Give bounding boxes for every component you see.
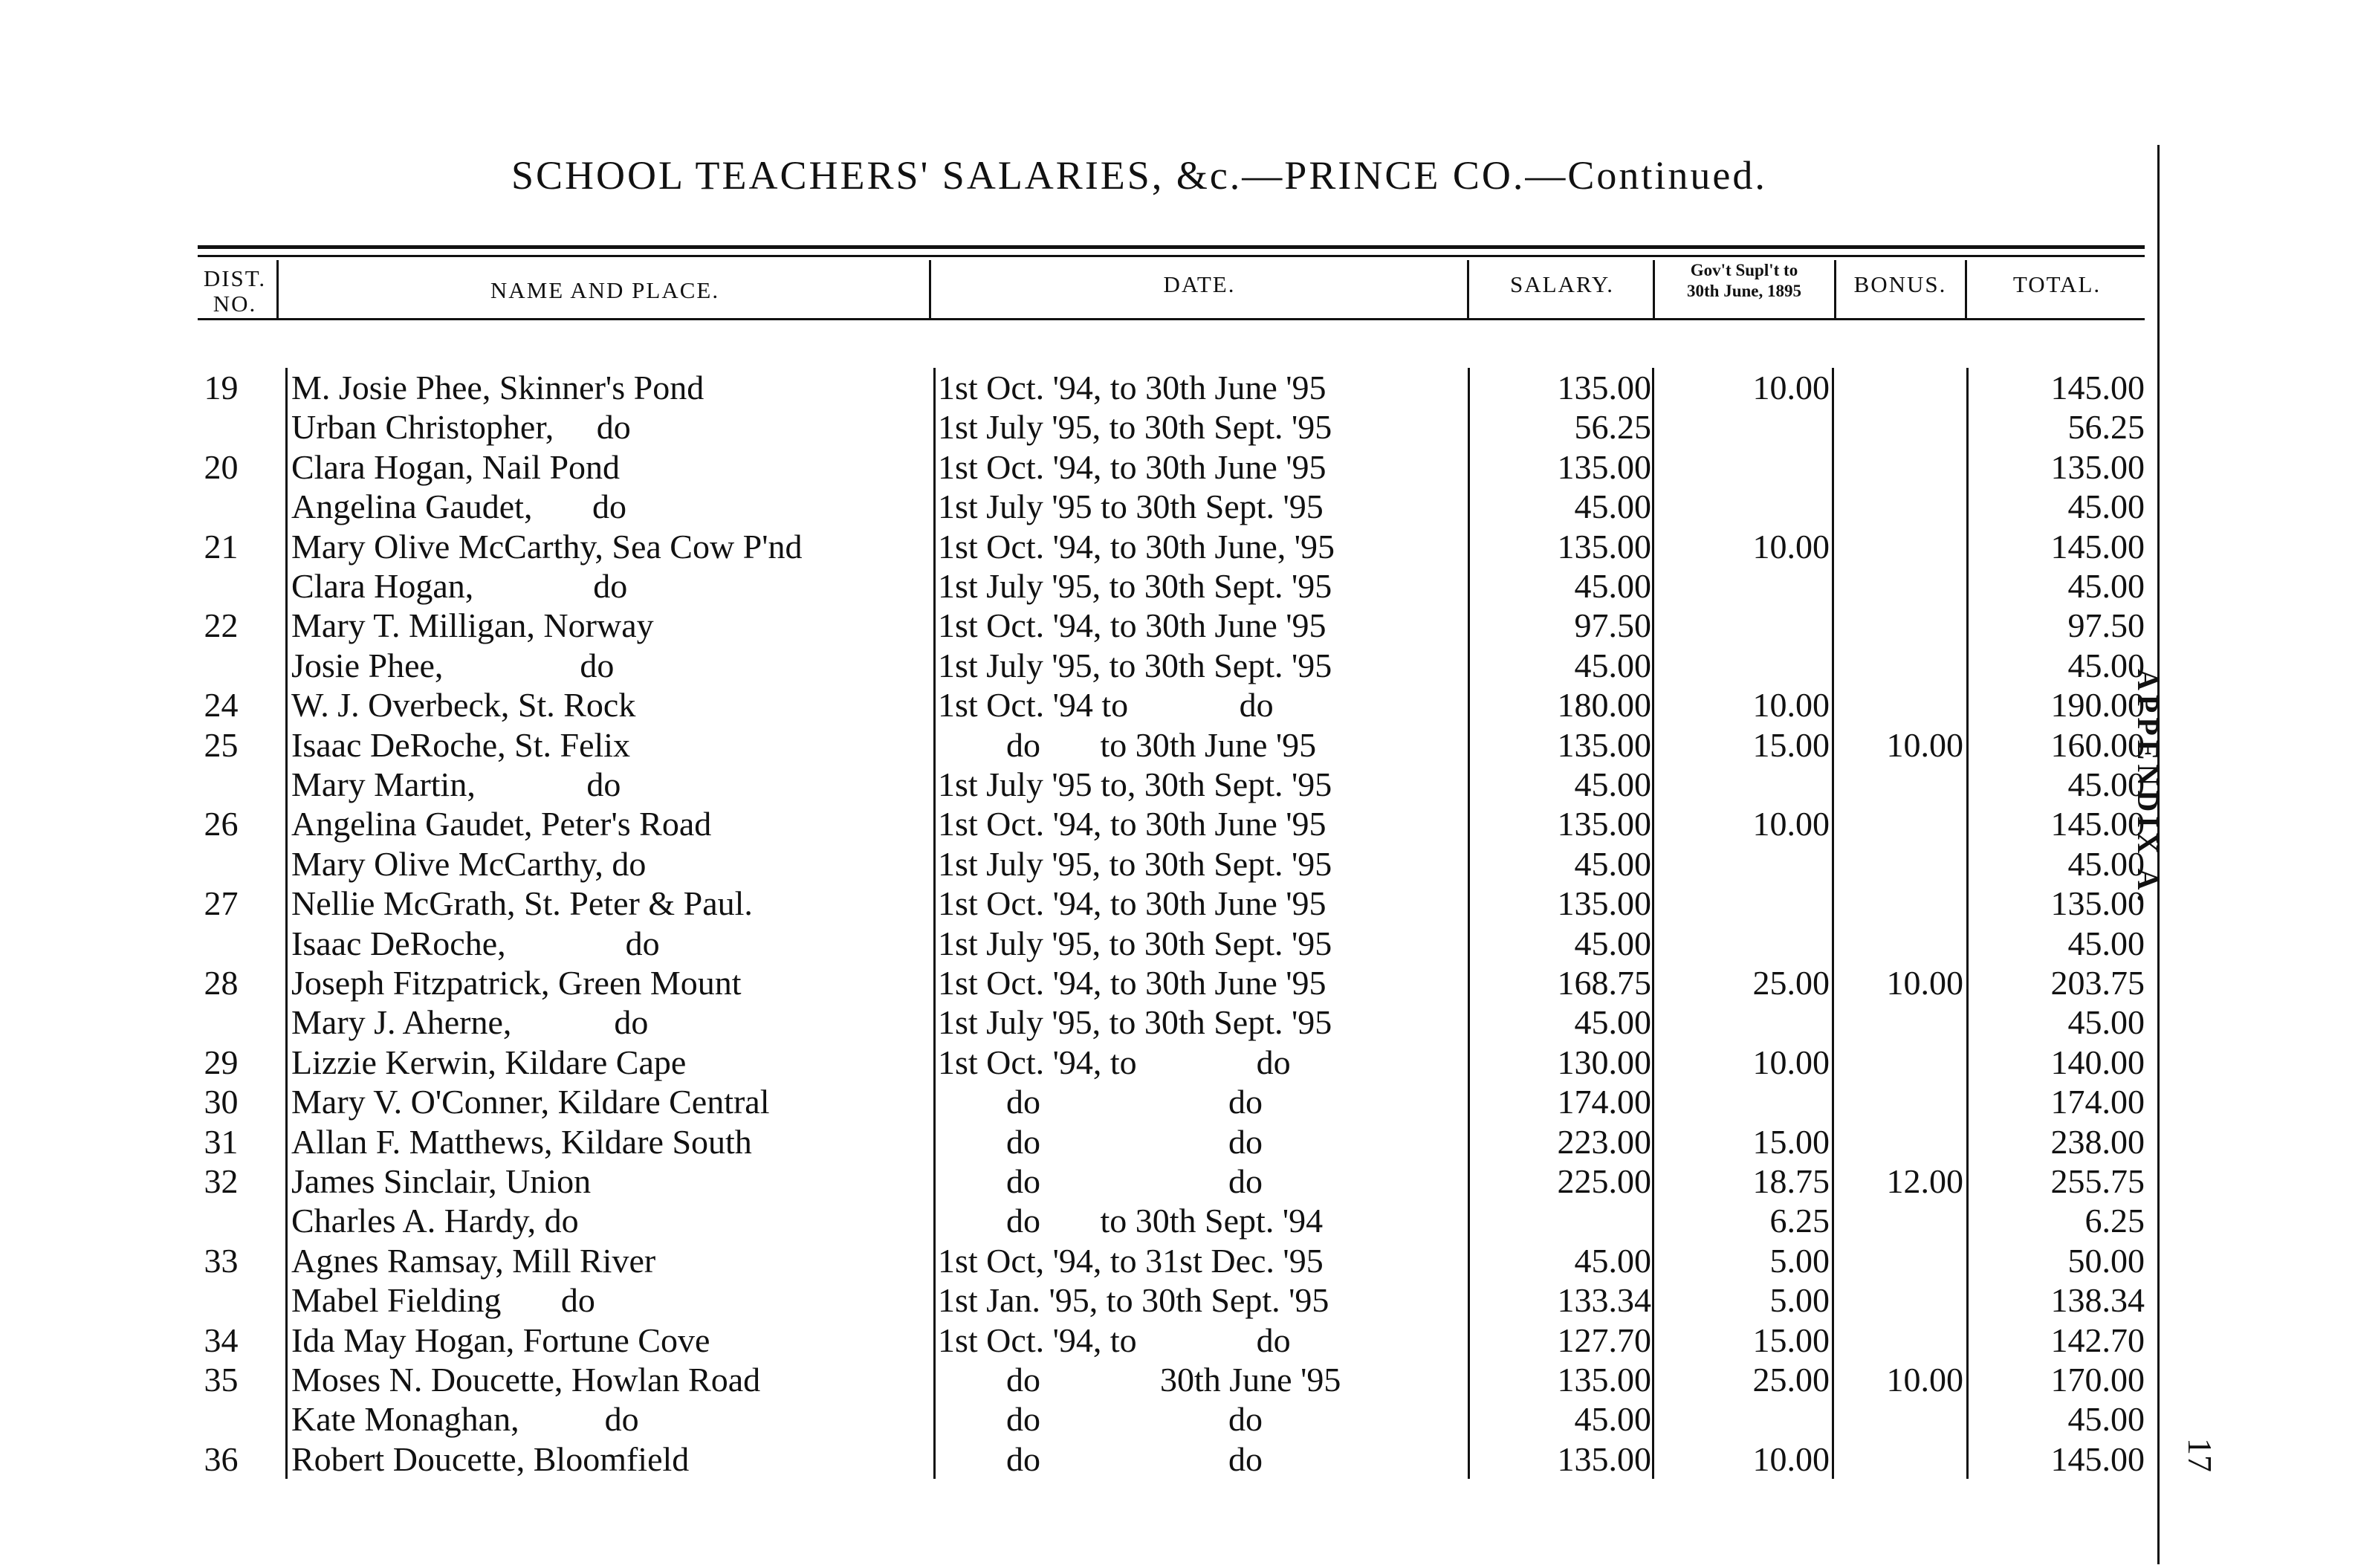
gov-supplement-amount: 10.00 [1752, 527, 1830, 566]
dist-number: 28 [204, 964, 239, 1002]
gov-supplement-amount [1659, 646, 1830, 685]
teacher-name-place: Mary Olive McCarthy, Sea Cow P'nd [291, 527, 803, 566]
gov-supplement-amount [1659, 765, 1830, 804]
bonus-amount [1836, 407, 1963, 447]
header-dist-line1: DIST. [203, 265, 267, 291]
salary-amount: 45.00 [1574, 567, 1651, 605]
teacher-name-place: Isaac DeRoche, do [291, 924, 660, 962]
bonus-amount [1836, 1082, 1963, 1121]
teacher-name-place: Mary Olive McCarthy, do [291, 844, 647, 883]
teacher-name-place: Angelina Gaudet, Peter's Road [291, 805, 712, 843]
teacher-name-place: Joseph Fitzpatrick, Green Mount [291, 964, 742, 1002]
bonus-amount [1836, 1439, 1963, 1479]
bonus-amount: 10.00 [1886, 964, 1963, 1002]
gov-supplement-amount: 25.00 [1752, 964, 1830, 1002]
date-range: 1st Oct. '94, to 30th June '95 [938, 884, 1326, 923]
gov-supplement-amount: 10.00 [1752, 1043, 1830, 1081]
total-amount: 138.34 [2050, 1281, 2145, 1320]
total-amount: 145.00 [2050, 805, 2145, 843]
page-number: 17 [2181, 1438, 2219, 1472]
bonus-amount [1836, 1280, 1963, 1320]
salary-amount: 127.70 [1557, 1321, 1651, 1359]
teacher-name-place: W. J. Overbeck, St. Rock [291, 686, 636, 725]
gov-supplement-amount: 6.25 [1769, 1202, 1830, 1240]
appendix-label: APPENDIX A. [2131, 669, 2165, 907]
dist-number: 21 [204, 527, 239, 566]
total-amount: 56.25 [2067, 408, 2145, 447]
dist-number [186, 487, 256, 526]
gov-supplement-amount [1659, 884, 1830, 923]
bonus-amount [1836, 527, 1963, 566]
total-amount: 170.00 [2050, 1361, 2145, 1399]
bonus-amount: 10.00 [1886, 725, 1963, 764]
bonus-amount [1836, 804, 1963, 843]
gov-supplement-amount: 15.00 [1752, 1321, 1830, 1359]
date-range: 1st Oct. '94, to 30th June '95 [938, 369, 1326, 406]
total-amount: 160.00 [2050, 725, 2145, 764]
teacher-name-place: Mary J. Aherne, do [291, 1003, 649, 1042]
date-range: 1st Oct. '94 to do [938, 686, 1274, 725]
teacher-name-place: Mary V. O'Conner, Kildare Central [291, 1083, 770, 1121]
bonus-amount [1836, 1399, 1963, 1439]
salary-amount: 135.00 [1557, 805, 1651, 843]
dist-number: 36 [204, 1439, 239, 1478]
gov-supplement-amount: 10.00 [1752, 686, 1830, 725]
teacher-name-place: Allan F. Matthews, Kildare South [291, 1122, 752, 1161]
teacher-name-place: Mary T. Milligan, Norway [291, 606, 654, 645]
teacher-name-place: M. Josie Phee, Skinner's Pond [291, 369, 704, 406]
date-range: do 30th June '95 [938, 1361, 1341, 1399]
bonus-amount [1836, 1241, 1963, 1280]
date-range: 1st Oct. '94, to 30th June '95 [938, 606, 1326, 645]
dist-number: 32 [204, 1162, 239, 1200]
date-range: 1st Oct. '94, to 30th June '95 [938, 964, 1326, 1002]
salary-amount: 45.00 [1574, 924, 1651, 962]
date-range: 1st July '95 to 30th Sept. '95 [938, 487, 1324, 526]
dist-number [186, 566, 256, 606]
dist-number [186, 1280, 256, 1320]
teacher-name-place: Charles A. Hardy, do [291, 1202, 579, 1240]
gov-supplement-amount [1659, 487, 1830, 526]
teacher-name-place: Agnes Ramsay, Mill River [291, 1241, 656, 1280]
bonus-amount [1836, 685, 1963, 725]
salary-amount: 97.50 [1574, 606, 1651, 645]
salary-amount: 225.00 [1557, 1162, 1651, 1200]
dist-number: 25 [204, 725, 239, 764]
teacher-name-place: Mary Martin, do [291, 765, 621, 803]
total-amount: 255.75 [2050, 1162, 2145, 1200]
date-range: 1st July '95, to 30th Sept. '95 [938, 924, 1332, 962]
dist-number [186, 407, 256, 447]
dist-number [186, 844, 256, 884]
teacher-name-place: Mabel Fielding do [291, 1281, 595, 1320]
salary-amount: 135.00 [1557, 447, 1651, 486]
date-range: 1st July '95, to 30th Sept. '95 [938, 844, 1332, 883]
total-amount: 140.00 [2050, 1043, 2145, 1081]
dist-number [186, 765, 256, 804]
salary-amount: 135.00 [1557, 1439, 1651, 1478]
gov-supplement-amount: 18.75 [1752, 1162, 1830, 1200]
dist-number: 29 [204, 1043, 239, 1081]
gov-supplement-amount [1659, 1399, 1830, 1439]
bonus-amount [1836, 1201, 1963, 1240]
bonus-amount [1836, 844, 1963, 884]
total-amount: 174.00 [2050, 1083, 2145, 1121]
date-range: do to 30th June '95 [938, 725, 1317, 764]
salary-amount: 133.34 [1557, 1281, 1651, 1320]
teacher-name-place: Angelina Gaudet, do [291, 487, 626, 526]
page-title: SCHOOL TEACHERS' SALARIES, &c.—PRINCE CO.—Continued. [511, 153, 1767, 198]
gov-supplement-amount [1659, 924, 1830, 963]
teacher-name-place: Ida May Hogan, Fortune Cove [291, 1321, 710, 1359]
teacher-name-place: Lizzie Kerwin, Kildare Cape [291, 1043, 687, 1081]
column-divider [285, 368, 288, 1479]
salary-amount: 135.00 [1557, 527, 1651, 566]
bonus-amount [1836, 447, 1963, 487]
header-dist-line2: NO. [213, 291, 257, 317]
total-amount: 145.00 [2050, 1439, 2145, 1478]
dist-number [186, 1002, 256, 1042]
total-amount: 45.00 [2067, 567, 2145, 605]
total-amount: 238.00 [2050, 1122, 2145, 1161]
header-name: NAME AND PLACE. [490, 277, 720, 303]
header-total: TOTAL. [2012, 271, 2102, 297]
teacher-name-place: Moses N. Doucette, Howlan Road [291, 1361, 761, 1399]
gov-supplement-amount: 10.00 [1752, 1439, 1830, 1478]
total-amount: 97.50 [2067, 606, 2145, 645]
dist-number [186, 1399, 256, 1439]
teacher-name-place: Clara Hogan, Nail Pond [291, 447, 621, 486]
total-amount: 142.70 [2050, 1321, 2145, 1359]
total-amount: 135.00 [2050, 447, 2145, 486]
gov-supplement-amount [1659, 844, 1830, 884]
bonus-amount [1836, 1122, 1963, 1162]
dist-number: 27 [204, 884, 239, 923]
header-divider [1965, 260, 1967, 320]
salary-amount: 45.00 [1574, 1241, 1651, 1280]
gov-supplement-amount [1659, 447, 1830, 487]
column-divider [933, 368, 936, 1479]
salary-amount: 130.00 [1557, 1043, 1651, 1081]
gov-supplement-amount: 10.00 [1752, 369, 1830, 406]
dist-number: 20 [204, 447, 239, 486]
total-amount: 45.00 [2067, 487, 2145, 526]
bonus-amount [1836, 368, 1963, 407]
bonus-amount [1836, 487, 1963, 526]
gov-supplement-amount [1659, 606, 1830, 645]
gov-supplement-amount [1659, 1002, 1830, 1042]
date-range: 1st Oct. '94, to 30th June '95 [938, 805, 1326, 843]
date-range: do do [938, 1400, 1263, 1439]
dist-number: 33 [204, 1241, 239, 1280]
header-gov-line2: 30th June, 1895 [1687, 282, 1801, 300]
salary-amount: 174.00 [1557, 1083, 1651, 1121]
header-salary: SALARY. [1509, 271, 1615, 297]
date-range: 1st Oct. '94, to do [938, 1321, 1291, 1359]
salary-amount [1479, 1201, 1651, 1240]
date-range: do do [938, 1439, 1263, 1478]
gov-supplement-amount [1659, 407, 1830, 447]
header-gov-supplement [1654, 260, 1834, 302]
column-divider [1652, 368, 1654, 1479]
bonus-amount [1836, 1321, 1963, 1360]
bonus-amount [1836, 1002, 1963, 1042]
total-amount: 45.00 [2067, 1003, 2145, 1042]
dist-number: 19 [204, 369, 239, 406]
date-range: 1st July '95, to 30th Sept. '95 [938, 646, 1332, 684]
salary-amount: 45.00 [1574, 1003, 1651, 1042]
header-divider [929, 260, 931, 320]
gov-supplement-amount [1659, 1082, 1830, 1121]
date-range: 1st July '95, to 30th Sept. '95 [938, 1003, 1332, 1042]
dist-number: 31 [204, 1122, 239, 1161]
total-amount: 135.00 [2050, 884, 2145, 923]
bonus-amount [1836, 884, 1963, 923]
date-range: 1st Jan. '95, to 30th Sept. '95 [938, 1281, 1329, 1320]
date-range: 1st Oct. '94, to 30th June, '95 [938, 527, 1335, 566]
header-divider [1467, 260, 1469, 320]
teacher-name-place: Isaac DeRoche, St. Felix [291, 725, 631, 764]
bonus-amount [1836, 606, 1963, 645]
date-range: 1st July '95, to 30th Sept. '95 [938, 408, 1332, 447]
gov-supplement-amount: 15.00 [1752, 725, 1830, 764]
header-top-rule-thin [198, 255, 2145, 257]
date-range: 1st July '95 to, 30th Sept. '95 [938, 765, 1332, 803]
salary-amount: 45.00 [1574, 1400, 1651, 1439]
salary-amount: 223.00 [1557, 1122, 1651, 1161]
teacher-name-place: Urban Christopher, do [291, 408, 631, 447]
header-date: DATE. [1163, 271, 1236, 297]
total-amount: 45.00 [2067, 924, 2145, 962]
date-range: do do [938, 1162, 1263, 1200]
teacher-name-place: Robert Doucette, Bloomfield [291, 1439, 690, 1478]
teacher-name-place: James Sinclair, Union [291, 1162, 592, 1200]
column-divider [1468, 368, 1470, 1479]
teacher-name-place: Clara Hogan, do [291, 567, 628, 605]
dist-number: 24 [204, 686, 239, 725]
date-range: 1st Oct. '94, to do [938, 1043, 1291, 1081]
salary-amount: 135.00 [1557, 725, 1651, 764]
salary-amount: 45.00 [1574, 487, 1651, 526]
dist-number: 30 [204, 1083, 239, 1121]
header-top-rule [198, 245, 2145, 249]
total-amount: 45.00 [2067, 1400, 2145, 1439]
column-divider [1966, 368, 1969, 1479]
dist-number: 34 [204, 1321, 239, 1359]
salary-amount: 45.00 [1574, 765, 1651, 803]
header-divider [276, 260, 279, 320]
total-amount: 45.00 [2067, 844, 2145, 883]
dist-number: 22 [204, 606, 239, 645]
gov-supplement-amount: 25.00 [1752, 1361, 1830, 1399]
total-amount: 50.00 [2067, 1241, 2145, 1280]
total-amount: 203.75 [2050, 964, 2145, 1002]
salary-amount: 168.75 [1557, 964, 1651, 1002]
teacher-name-place: Kate Monaghan, do [291, 1400, 639, 1439]
total-amount: 145.00 [2050, 527, 2145, 566]
bonus-amount: 10.00 [1886, 1361, 1963, 1399]
dist-number: 26 [204, 805, 239, 843]
salary-amount: 180.00 [1557, 686, 1651, 725]
column-divider [1832, 368, 1834, 1479]
dist-number [186, 1201, 256, 1240]
header-dist [195, 266, 275, 317]
header-bottom-rule [198, 318, 2145, 320]
total-amount: 6.25 [2084, 1202, 2145, 1240]
dist-number: 35 [204, 1361, 239, 1399]
dist-number [186, 646, 256, 685]
gov-supplement-amount: 10.00 [1752, 805, 1830, 843]
total-amount: 190.00 [2050, 686, 2145, 725]
bonus-amount [1836, 765, 1963, 804]
teacher-name-place: Nellie McGrath, St. Peter & Paul. [291, 884, 753, 923]
salary-amount: 56.25 [1574, 408, 1651, 447]
bonus-amount: 12.00 [1886, 1162, 1963, 1200]
bonus-amount [1836, 566, 1963, 606]
dist-number [186, 924, 256, 963]
salary-amount: 135.00 [1557, 884, 1651, 923]
bonus-amount [1836, 924, 1963, 963]
salary-amount: 45.00 [1574, 844, 1651, 883]
gov-supplement-amount: 5.00 [1769, 1281, 1830, 1320]
date-range: 1st July '95, to 30th Sept. '95 [938, 567, 1332, 605]
salary-amount: 45.00 [1574, 646, 1651, 684]
teacher-name-place: Josie Phee, do [291, 646, 615, 684]
salary-amount: 135.00 [1557, 369, 1651, 406]
gov-supplement-amount: 15.00 [1752, 1122, 1830, 1161]
bonus-amount [1836, 646, 1963, 685]
date-range: 1st Oct. '94, to 30th June '95 [938, 447, 1326, 486]
gov-supplement-amount [1659, 566, 1830, 606]
total-amount: 145.00 [2050, 369, 2145, 406]
total-amount: 45.00 [2067, 765, 2145, 803]
total-amount: 45.00 [2067, 646, 2145, 684]
header-bonus: BONUS. [1853, 271, 1947, 297]
date-range: do do [938, 1083, 1263, 1121]
date-range: 1st Oct, '94, to 31st Dec. '95 [938, 1241, 1324, 1280]
header-gov-line1: Gov't Supl't to [1690, 261, 1798, 279]
salary-amount: 135.00 [1557, 1361, 1651, 1399]
date-range: do do [938, 1122, 1263, 1161]
date-range: do to 30th Sept. '94 [938, 1202, 1324, 1240]
bonus-amount [1836, 1043, 1963, 1082]
gov-supplement-amount: 5.00 [1769, 1241, 1830, 1280]
